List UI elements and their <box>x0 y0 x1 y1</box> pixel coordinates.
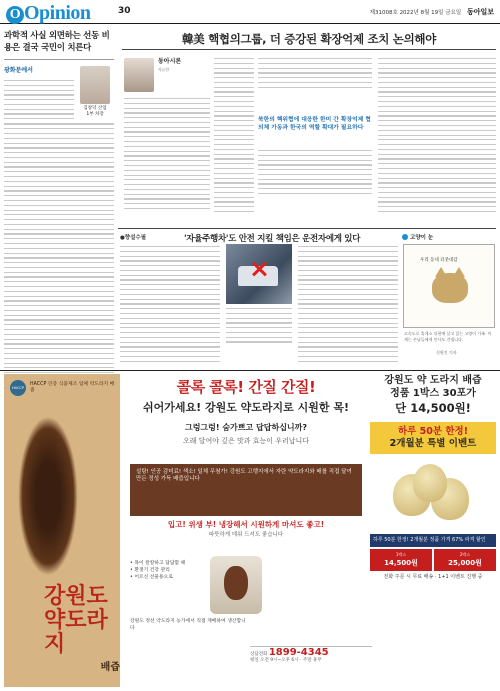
writer-photo <box>124 58 154 92</box>
list-item: • 어르신 선물용으로 <box>130 575 173 580</box>
phone-label: 상담전화 <box>250 652 268 657</box>
sub-article-label: ●향설수필 <box>120 235 147 241</box>
main-body-col-3 <box>258 58 372 91</box>
ad-right-product: 강원도 약 도라지 배즙 <box>384 375 482 386</box>
ad-right-line1 <box>370 374 496 400</box>
haccp-badge-icon: HACCP <box>10 380 26 396</box>
ad-right-event-line2: 2개월분 특별 이벤트 <box>389 438 477 449</box>
ad-right-bottom: 전화 주문 시 무료 배송 · 1+1 이벤트 진행 중 <box>383 574 483 580</box>
ad-list <box>130 560 220 581</box>
price-label: 2박스 <box>459 552 471 557</box>
page-number: 30 <box>118 6 131 16</box>
divider <box>4 59 114 60</box>
ad-banner-line1: 콜록 콜록! 간질 간질! <box>176 378 316 396</box>
divider <box>122 49 496 50</box>
pull-quote: 북한의 핵위협에 대응한 한미 간 확장억제 협의체 가동과 한국의 역할 확대가 필요하다 <box>258 117 371 131</box>
main-article-title: 韓美 핵협의그룹, 더 증강된 확장억제 조치 논의해야 <box>181 32 437 46</box>
ad-mid <box>130 520 362 540</box>
cartoon-image <box>403 244 495 328</box>
main-body-col-4 <box>378 58 496 216</box>
ad-banner <box>126 374 366 420</box>
ad-main[interactable] <box>126 374 496 687</box>
sub-body-col-3 <box>298 246 398 366</box>
price-value: 14,500원 <box>384 559 418 567</box>
issue-date: 2022년 8월 19일 금요일 <box>399 10 462 16</box>
ad-right-prices <box>370 549 496 571</box>
sub-article-photo <box>226 244 292 304</box>
writer-name: 자유한 <box>158 67 170 72</box>
author-byline: 김창덕 산업1부 차장 <box>83 106 107 117</box>
list-item: • 환절기 건강 관리 <box>130 568 170 573</box>
sub-body-col-2 <box>226 308 292 346</box>
product-pouch-image <box>210 556 262 614</box>
cat-illustration <box>432 273 468 303</box>
ad-banner-line2: 쉬어가세요! 강원도 약도라지로 시원한 목! <box>143 401 349 414</box>
writer-column: 동아시론 <box>158 58 182 65</box>
sub-body-col-1 <box>120 246 220 366</box>
ad-sub-line1: 그렁그렁! 숨가쁘고 답답하십니까? <box>184 423 308 432</box>
eye-icon <box>402 234 408 240</box>
ad-note: 강원도 정선 약도라지 농가에서 직접 재배하여 생산합니다 <box>130 619 246 631</box>
ad-right-offer: 하루 50분 한정! 2개월분 정품 가격 67% 파격 할인 <box>370 534 496 547</box>
red-x-icon <box>250 260 268 278</box>
ad-left-tagline: HACCP 인증 식품제조 업체 약도라지 배즙 <box>30 382 115 393</box>
cartoon-note: 우리 동네 터줏대감 <box>420 258 458 263</box>
main-body-col-2 <box>214 58 254 216</box>
opinion-o-icon: O <box>6 6 24 24</box>
issue-meta <box>370 7 494 17</box>
doraji-root-image <box>18 416 78 576</box>
list-item: • 목이 칼칼하고 답답할 때 <box>130 561 186 566</box>
column-name: 광화문에서 <box>4 67 33 74</box>
left-headline: 과학적 사실 외면하는 선동 비용은 결국 국민이 치른다 <box>4 31 110 53</box>
cartoon-author: 신원건 기자 <box>436 350 457 355</box>
cartoon-caption: 고속도로 휴게소 뒤편에 살고 있는 고양이 가족. 이제는 손님들에게 인사도 건넵니다. <box>404 331 492 342</box>
ad-left[interactable] <box>4 374 120 687</box>
section-name: Opinion <box>24 2 91 24</box>
ad-left-brand-name: 강원도 약도라지 <box>44 583 108 657</box>
ad-sub-line2: 오래 달여야 깊은 맛과 효능이 우러납니다 <box>182 437 310 445</box>
newspaper-name: 동아일보 <box>466 8 494 16</box>
ad-divider <box>0 370 500 371</box>
ad-left-product: 배즙 <box>100 662 120 673</box>
divider <box>118 228 496 229</box>
ad-phone[interactable] <box>250 646 372 684</box>
sub-article-title: '자율주행차'도 안전 지킬 책임은 운전자에게 있다 <box>184 234 361 244</box>
main-body-col-1 <box>124 98 210 213</box>
main-body-col-3b <box>258 150 372 198</box>
price-label: 1박스 <box>395 552 407 557</box>
issue-number: 제31008호 <box>369 10 398 16</box>
phone-hours: 평일 오전 9시~오후 6시 · 주말 휴무 <box>250 658 322 663</box>
ad-right-price: 단 14,500원! <box>395 401 471 415</box>
price-box <box>370 549 432 571</box>
section-logo <box>6 2 91 25</box>
phone-number[interactable]: 1899-4345 <box>268 647 329 658</box>
ad-right-event <box>370 422 496 454</box>
ad-sub <box>126 422 366 462</box>
cartoon-label-text: 고양이 눈 <box>410 235 434 241</box>
author-photo <box>80 66 110 104</box>
ad-right-package: 정품 1박스 30포가 <box>390 388 476 399</box>
page-header <box>0 0 500 24</box>
ad-left-brand <box>44 584 120 680</box>
cartoon-label <box>402 233 433 241</box>
price-value: 25,000원 <box>448 559 482 567</box>
left-body-text <box>4 80 74 119</box>
ad-mid-line2: 따뜻하게 데워 드셔도 좋습니다 <box>208 532 284 538</box>
ad-mid-line1: 입고! 위생 부! 냉장해서 시원하게 마셔도 좋고! <box>167 520 325 529</box>
writer-byline <box>158 58 181 74</box>
price-box <box>434 549 496 571</box>
ad-right <box>370 374 496 687</box>
pear-image <box>389 460 477 530</box>
ad-right-event-line1: 하루 50분 한정! <box>397 426 469 437</box>
ad-feature-box: 설탕! 인공 감미료! 색소! 일체 무첨가! 강원도 고랭지에서 자란 약도라지와 배를 직접 달여 만든 정성 가득 배즙입니다 <box>130 464 362 516</box>
